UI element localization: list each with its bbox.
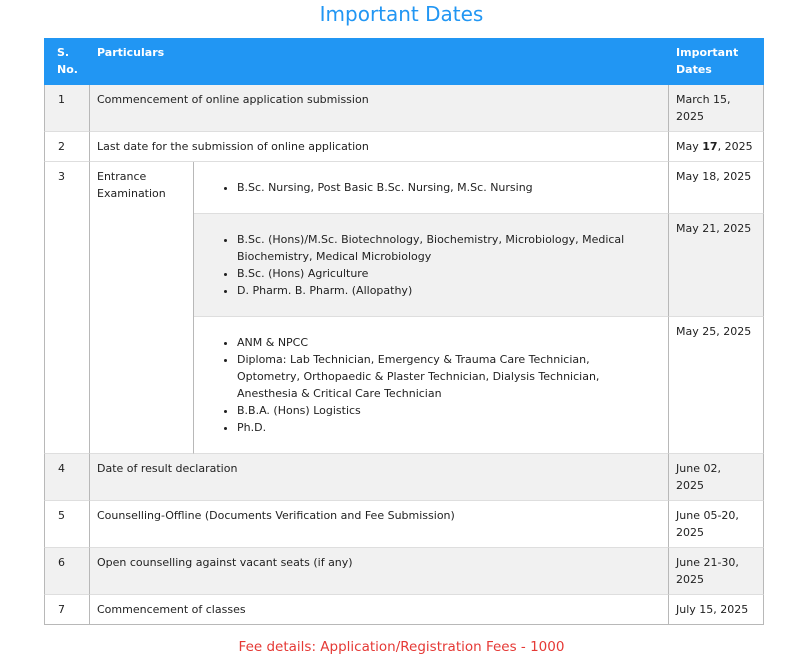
date-cell: May 25, 2025 bbox=[669, 317, 764, 454]
exam-courses-cell bbox=[194, 214, 669, 317]
date-text: , 2025 bbox=[717, 140, 753, 153]
table-header-row bbox=[44, 38, 764, 85]
exam-courses-cell bbox=[194, 317, 669, 454]
table-row bbox=[44, 162, 764, 214]
course-item: • B.B.A. (Hons) Logistics bbox=[237, 402, 654, 419]
table-row bbox=[44, 501, 764, 548]
date-cell: June 05-20, 2025 bbox=[669, 501, 764, 548]
course-item: • D. Pharm. B. Pharm. (Allopathy) bbox=[237, 282, 654, 299]
table-row bbox=[44, 595, 764, 625]
sno-cell: 2 bbox=[44, 132, 90, 162]
sno-cell: 3 bbox=[44, 162, 90, 454]
sno-cell: 6 bbox=[44, 548, 90, 595]
particulars-cell: Commencement of classes bbox=[90, 595, 669, 625]
sno-cell: 1 bbox=[44, 85, 90, 132]
course-item: • Diploma: Lab Technician, Emergency & Trauma Care Technician, Optometry, Orthopaedic & Plaster Technician, Dialysis Technician, Anesthesia & Critical Care Technician bbox=[237, 351, 654, 402]
table-row bbox=[44, 454, 764, 501]
date-cell: May 21, 2025 bbox=[669, 214, 764, 317]
date-cell: March 15, 2025 bbox=[669, 85, 764, 132]
course-list bbox=[201, 179, 654, 196]
particulars-cell: Commencement of online application submission bbox=[90, 85, 669, 132]
header-important-dates: Important Dates bbox=[669, 38, 764, 85]
date-emphasis: 17 bbox=[702, 140, 718, 153]
course-list bbox=[201, 231, 654, 299]
particulars-cell: Entrance Examination bbox=[90, 162, 194, 454]
course-item: • ANM & NPCC bbox=[237, 334, 654, 351]
header-sno: S. No. bbox=[44, 38, 90, 85]
particulars-cell: Date of result declaration bbox=[90, 454, 669, 501]
date-text: May bbox=[676, 140, 703, 153]
date-cell: July 15, 2025 bbox=[669, 595, 764, 625]
sno-cell: 5 bbox=[44, 501, 90, 548]
course-item: • Ph.D. bbox=[237, 419, 654, 436]
date-cell bbox=[669, 132, 764, 162]
header-particulars: Particulars bbox=[90, 38, 669, 85]
table-row bbox=[44, 132, 764, 162]
date-cell: May 18, 2025 bbox=[669, 162, 764, 214]
table-row bbox=[44, 548, 764, 595]
exam-courses-cell bbox=[194, 162, 669, 214]
course-item: • B.Sc. Nursing, Post Basic B.Sc. Nursing, M.Sc. Nursing bbox=[237, 179, 654, 196]
date-cell: June 21-30, 2025 bbox=[669, 548, 764, 595]
particulars-cell: Last date for the submission of online application bbox=[90, 132, 669, 162]
particulars-cell: Open counselling against vacant seats (if any) bbox=[90, 548, 669, 595]
date-cell bbox=[669, 454, 764, 501]
fee-details-note: Fee details: Application/Registration Fees - 1000 bbox=[238, 639, 565, 655]
sno-cell: 7 bbox=[44, 595, 90, 625]
course-list bbox=[201, 334, 654, 436]
course-item: • B.Sc. (Hons) Agriculture bbox=[237, 265, 654, 282]
table-row bbox=[44, 85, 764, 132]
course-item: • B.Sc. (Hons)/M.Sc. Biotechnology, Biochemistry, Microbiology, Medical Biochemistry, Medical Microbiology bbox=[237, 231, 654, 265]
important-dates-table bbox=[44, 38, 764, 625]
date-text: June 02, 2025 bbox=[676, 462, 721, 492]
sno-cell: 4 bbox=[44, 454, 90, 501]
particulars-cell: Counselling-Offline (Documents Verification and Fee Submission) bbox=[90, 501, 669, 548]
page-title: Important Dates bbox=[319, 2, 484, 26]
